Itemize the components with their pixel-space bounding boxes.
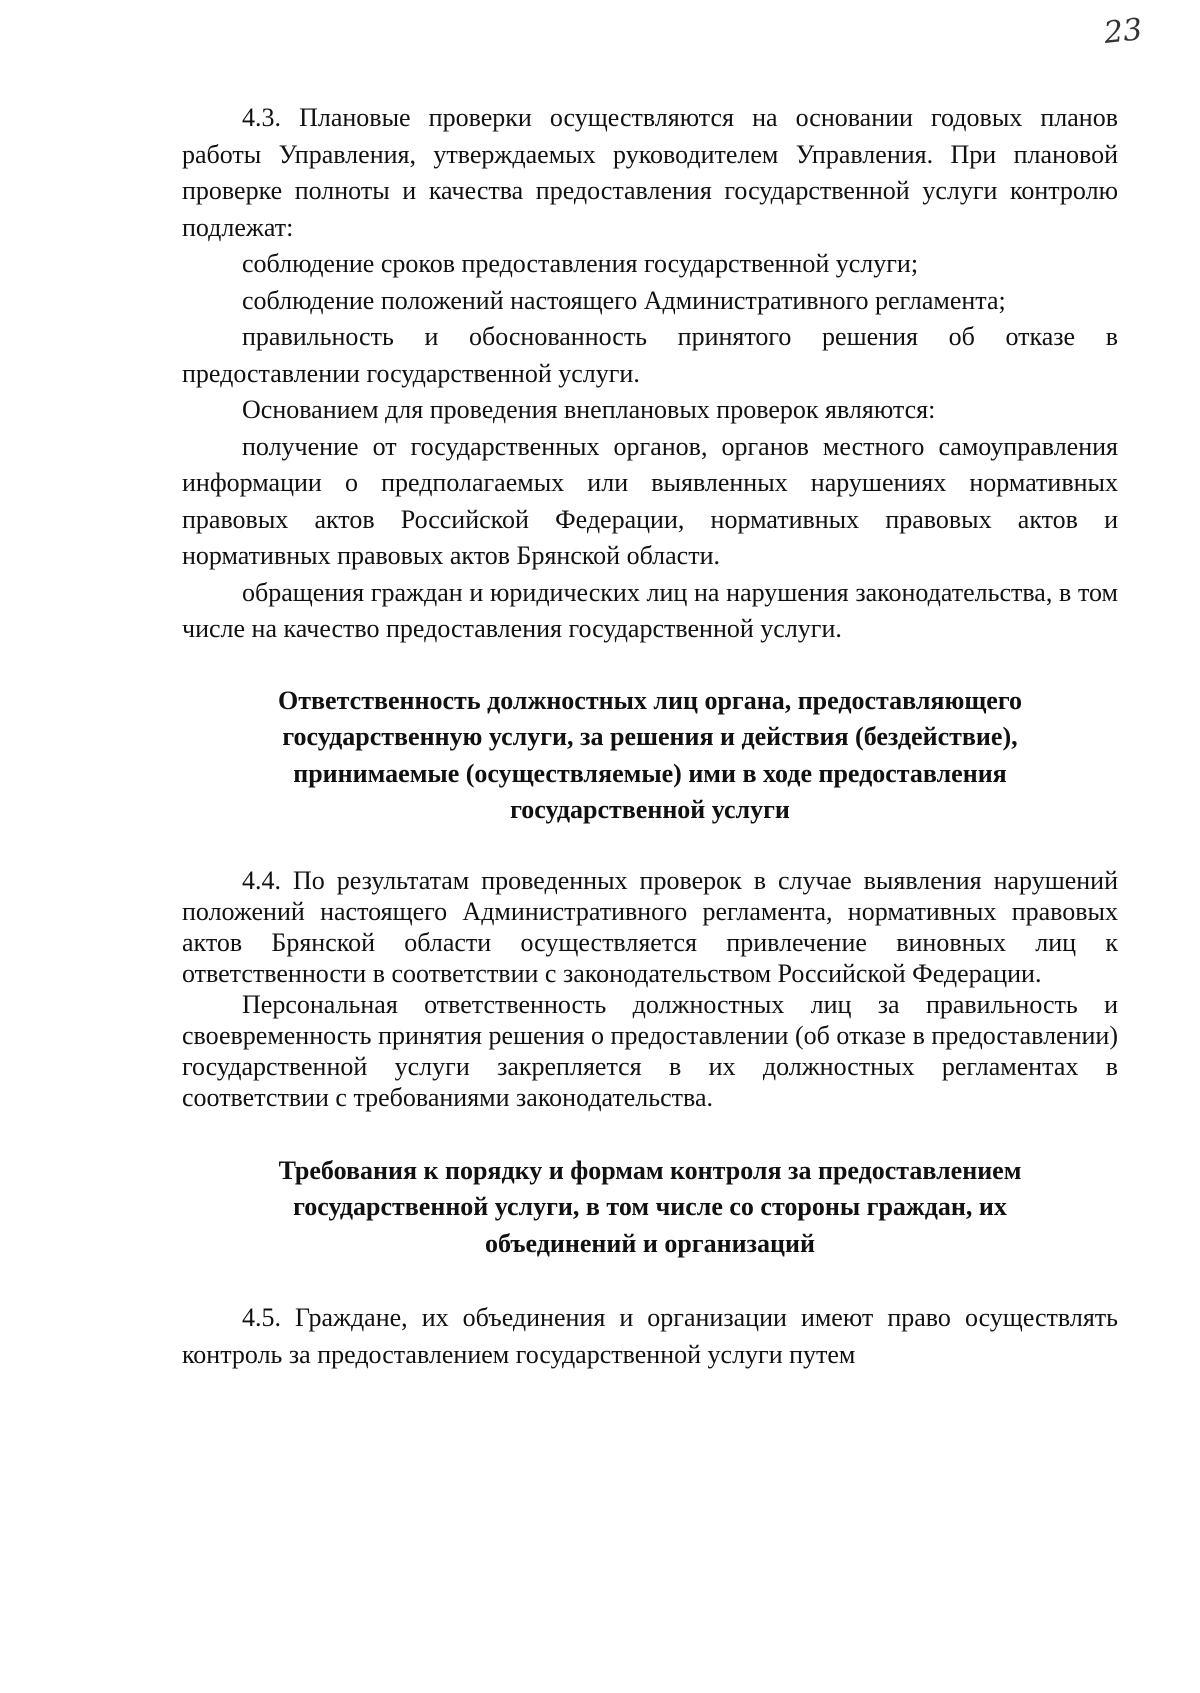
page-number: 23 <box>1102 12 1144 51</box>
heading-line: государственной услуги, в том числе со стороны граждан, их <box>293 1192 1007 1221</box>
section-4-4-paragraph-1: 4.4. По результатам проведенных проверок в случае выявления нарушений положений настоящего Административного регламента, нормативных правовых актов Брянской области осуществляется привлечение виновных лиц к ответственности в соответствии с законодательством Российской Федерации. <box>182 865 1118 988</box>
unplanned-checks-intro: Основанием для проведения внеплановых проверок являются: <box>242 395 936 424</box>
document-body <box>182 100 1118 1373</box>
heading-responsibility <box>182 683 1118 829</box>
control-item-regulation: соблюдение положений настоящего Административного регламента; <box>242 285 1006 315</box>
heading-line: государственной услуги <box>510 795 790 824</box>
control-item-refusal: правильность и обоснованность принятого решения об отказе в предоставлении государственной услуги. <box>182 322 1118 388</box>
heading-control <box>182 1153 1118 1263</box>
heading-line: государственную услуги, за решения и действия (бездействие), <box>282 722 1018 751</box>
heading-line: объединений и организаций <box>485 1228 815 1258</box>
heading-line: Ответственность должностных лиц органа, предоставляющего <box>278 685 1022 715</box>
unplanned-reason-info: получение от государственных органов, органов местного самоуправления информации о предполагаемых или выявленных нарушениях нормативных правовых актов Российской Федерации, нормативных правовых актов и нормативных правовых актов Брянской области. <box>182 431 1118 570</box>
unplanned-reason-appeals: обращения граждан и юридических лиц на нарушения законодательства, в том числе на качество предоставления государственной услуги. <box>182 577 1118 643</box>
heading-line: принимаемые (осуществляемые) ими в ходе предоставления <box>293 758 1007 788</box>
section-4-4-paragraph-2: Персональная ответственность должностных лиц за правильность и своевременность принятия решения о предоставлении (об отказе в предоставлении) государственной услуги закрепляется в их должностных регламентах в соответствии с требованиями законодательства. <box>182 989 1118 1112</box>
control-item-deadlines: соблюдение сроков предоставления государственной услуги; <box>242 249 919 278</box>
section-4-5-paragraph: 4.5. Граждане, их объединения и организации имеют право осуществлять контроль за предоставлением государственной услуги путем <box>182 1303 1118 1369</box>
heading-line: Требования к порядку и формам контроля за предоставлением <box>278 1155 1022 1185</box>
section-4-3-intro: 4.3. Плановые проверки осуществляются на основании годовых планов работы Управления, утверждаемых руководителем Управления. При плановой проверке полноты и качества предоставления государственной услуги контролю подлежат: <box>182 103 1118 242</box>
